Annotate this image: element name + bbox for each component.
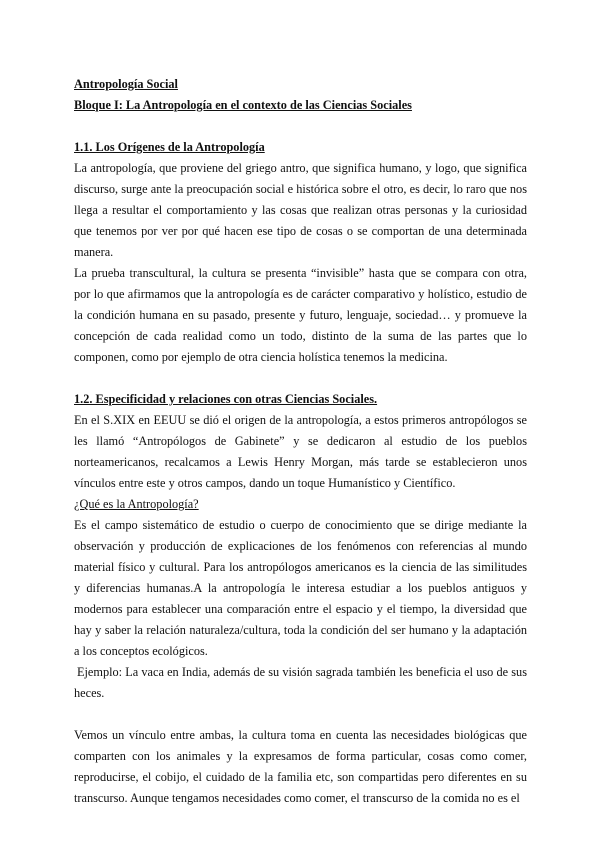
- example-paragraph: Ejemplo: La vaca en India, además de su visión sagrada también les beneficia el uso de sus heces.: [74, 665, 527, 700]
- document-body: [74, 74, 527, 809]
- spacer: [74, 368, 527, 389]
- paragraph: La antropología, que proviene del griego antro, que significa humano, y logo, que significa discurso, surge ante la preocupación social e histórica sobre el otro, es decir, lo raro que nos llega a resultar el comportamiento y las cosas que realizan otras personas y la curiosidad que tenemos por ver por qué hacen ese tipo de cosas o se comportan de una determinada manera.: [74, 161, 527, 259]
- spacer: [74, 116, 527, 137]
- section-heading-1-2: 1.2. Especificidad y relaciones con otras Ciencias Sociales.: [74, 392, 378, 406]
- subheading-question: ¿Qué es la Antropología?: [74, 497, 199, 511]
- section-heading-1-1: 1.1. Los Orígenes de la Antropología: [74, 140, 265, 154]
- document-title: Antropología Social: [74, 77, 178, 91]
- paragraph: En el S.XIX en EEUU se dió el origen de la antropología, a estos primeros antropólogos se les llamó “Antropólogos de Gabinete” y se dedicaron al estudio de los pueblos norteamericanos, recalcamos a Lewis Henry Morgan, más tarde se establecieron unos vínculos entre este y otros campos, dando un toque Humanístico y Científico.: [74, 413, 527, 490]
- paragraph: Vemos un vínculo entre ambas, la cultura toma en cuenta las necesidades biológicas que comparten con los animales y la expresamos de forma particular, cosas como comer, reproducirse, el cobijo, el cuidado de la familia etc, son compartidas pero diferentes en su transcurso. Aunque tengamos necesidades como comer, el transcurso de la comida no es el: [74, 728, 527, 805]
- block-title: Bloque I: La Antropología en el contexto de las Ciencias Sociales: [74, 98, 412, 112]
- spacer: [74, 704, 527, 725]
- paragraph: Es el campo sistemático de estudio o cuerpo de conocimiento que se dirige mediante la observación y producción de explicaciones de los fenómenos con referencias al mundo material físico y cultural. Para los antropólogos americanos es la ciencia de las similitudes y diferencias humanas.A la antropología le interesa estudiar a los pueblos antiguos y modernos para establecer una comparación entre el espacio y el tiempo, la diversidad que hay y saber la relación naturaleza/cultura, toda la condición del ser humano y la adaptación a los conceptos ecológicos.: [74, 518, 527, 658]
- paragraph: La prueba transcultural, la cultura se presenta “invisible” hasta que se compara con otra, por lo que afirmamos que la antropología es de carácter comparativo y holístico, estudio de la condición humana en su pasado, presente y futuro, lenguaje, sociedad… y promueve la concepción de cada realidad como un todo, distinto de la suma de las partes que lo componen, como por ejemplo de otra ciencia holística tenemos la medicina.: [74, 266, 527, 364]
